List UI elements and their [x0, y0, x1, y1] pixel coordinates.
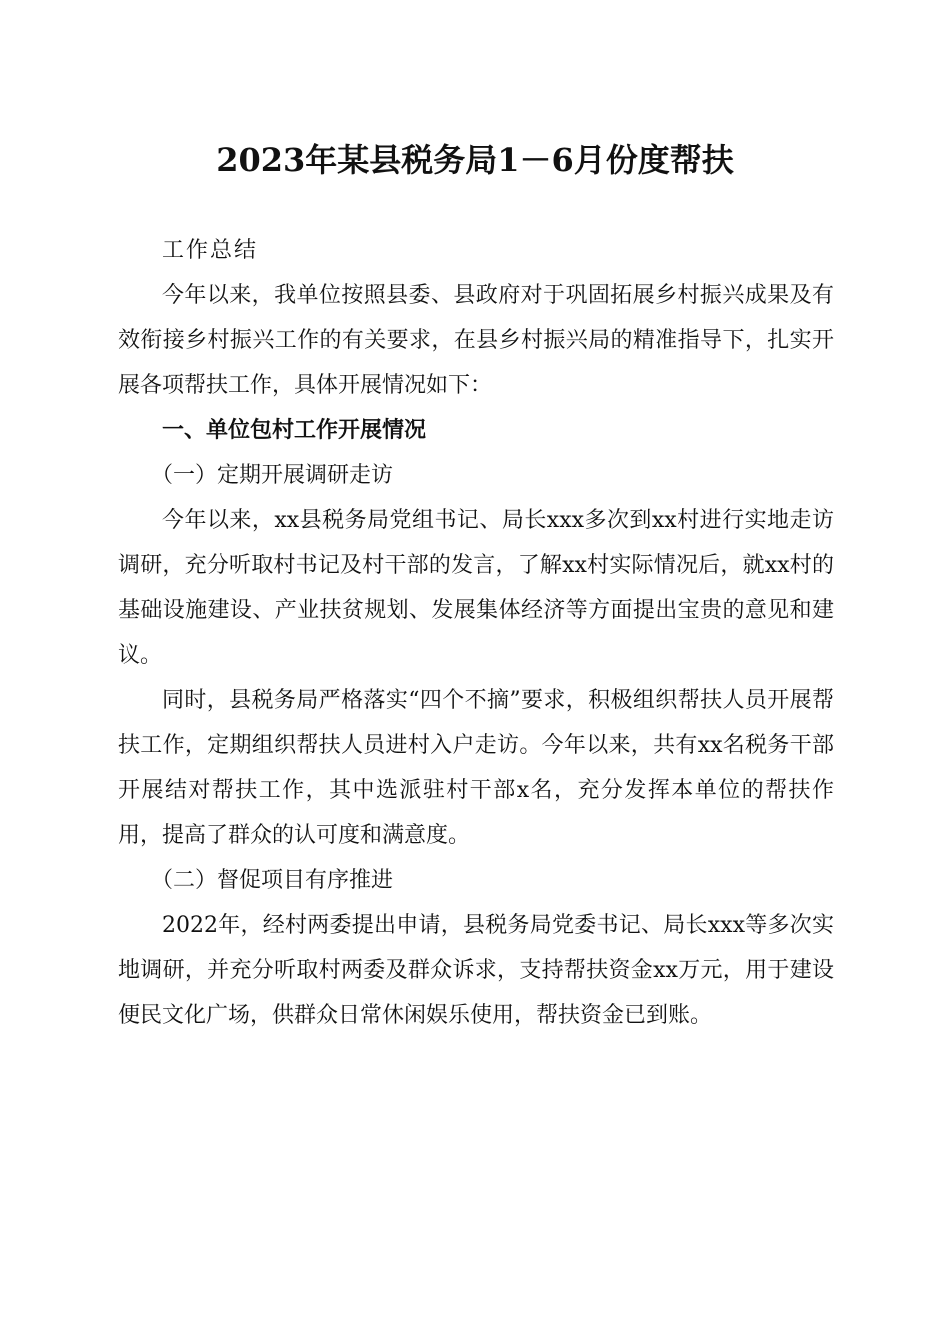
subsection-1-heading: （一）定期开展调研走访: [151, 463, 394, 488]
subsection-2-heading: （二）督促项目有序推进: [151, 868, 394, 893]
subsection-2-paragraph-1: 2022年，经村两委提出申请，县税务局党委书记、局长xxx等多次实地调研，并充分听取村两委及群众诉求，支持帮扶资金xx万元，用于建设便民文化广场，供群众日常休闲娱乐使用，帮扶资金已到账。: [118, 913, 834, 1028]
document-body: [118, 228, 834, 1038]
subtitle-line: 工作总结: [162, 238, 259, 263]
section-1-heading: 一、单位包村工作开展情况: [162, 418, 427, 443]
subsection-1-paragraph-2: 同时，县税务局严格落实“四个不摘”要求，积极组织帮扶人员开展帮扶工作，定期组织帮扶人员进村入户走访。今年以来，共有xx名税务干部开展结对帮扶工作，其中选派驻村干部x名，充分发挥本单位的帮扶作用，提高了群众的认可度和满意度。: [118, 688, 834, 848]
document-title: 2023年某县税务局1－6月份度帮扶: [216, 141, 734, 179]
subsection-1-paragraph-1: 今年以来，xx县税务局党组书记、局长xxx多次到xx村进行实地走访调研，充分听取村书记及村干部的发言，了解xx村实际情况后，就xx村的基础设施建设、产业扶贫规划、发展集体经济等方面提出宝贵的意见和建议。: [118, 508, 834, 668]
intro-paragraph: 今年以来，我单位按照县委、县政府对于巩固拓展乡村振兴成果及有效衔接乡村振兴工作的有关要求，在县乡村振兴局的精准指导下，扎实开展各项帮扶工作，具体开展情况如下：: [118, 283, 834, 398]
